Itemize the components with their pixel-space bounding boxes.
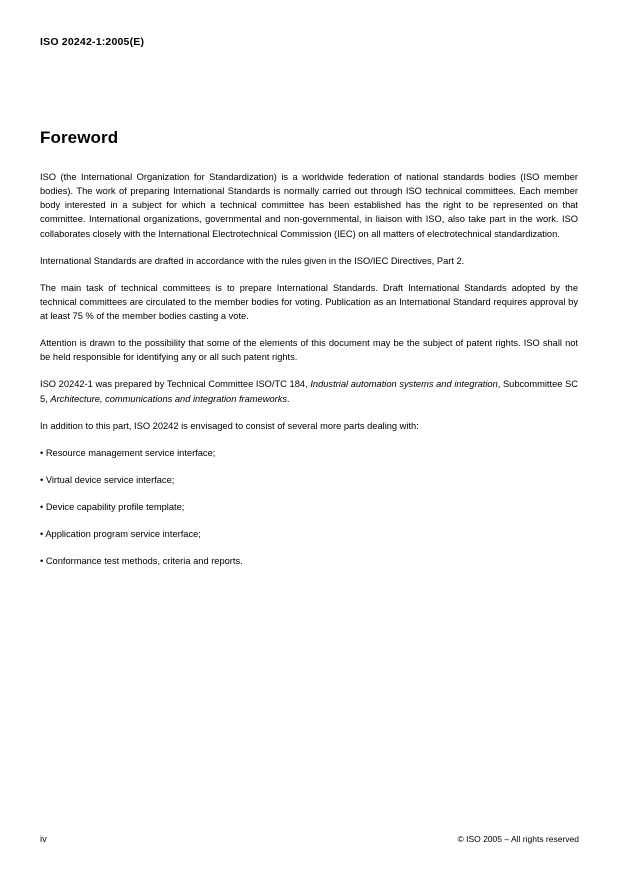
page-header: ISO 20242-1:2005(E) xyxy=(40,36,145,48)
document-content xyxy=(40,128,578,581)
list-item-application-program: • Application program service interface; xyxy=(40,529,201,540)
preparation-text-3: . xyxy=(287,393,290,404)
page-title: Foreword xyxy=(40,128,119,147)
preparation-italic-1: Industrial automation systems and integration xyxy=(310,379,498,390)
foreword-paragraph-1: ISO (the International Organization for Standardization) is a worldwide federation of national standards bodies (ISO member bodies). The work of preparing International Standards is normally carried out through ISO technical committees. Each member body interested in a subject for which a technical committee has been established has the right to be represented on that committee. International organizations, governmental and non-governmental, in liaison with ISO, also take part in the work. ISO collaborates closely with the International Electrotechnical Commission (IEC) on all matters of electrotechnical standardization. xyxy=(40,172,578,239)
preparation-paragraph xyxy=(40,377,578,405)
preparation-text-2: , Subcommittee SC 5, xyxy=(40,379,578,404)
foreword-paragraph-4: Attention is drawn to the possibility that some of the elements of this document may be the subject of patent rights. ISO shall not be held responsible for identifying any or all such patent rights. xyxy=(40,338,578,363)
preparation-text-1: ISO 20242-1 was prepared by Technical Committee ISO/TC 184, xyxy=(40,379,311,390)
list-item-conformance-test: • Conformance test methods, criteria and reports. xyxy=(40,556,243,567)
page-number: iv xyxy=(40,834,47,844)
list-item-device-capability: • Device capability profile template; xyxy=(40,502,185,512)
foreword-paragraph-2: International Standards are drafted in accordance with the rules given in the ISO/IEC Directives, Part 2. xyxy=(40,255,465,266)
list-item-resource-management: • Resource management service interface; xyxy=(40,447,216,458)
foreword-paragraph-3: The main task of technical committees is to prepare International Standards. Draft International Standards adopted by the technical committees are circulated to the member bodies for voting. Publication as an International Standard requires approval by at least 75 % of the member bodies casting a vote. xyxy=(40,282,578,321)
preparation-italic-2: Architecture, communications and integration frameworks xyxy=(50,393,288,404)
list-item-virtual-device: • Virtual device service interface; xyxy=(40,474,175,485)
copyright-notice: © ISO 2005 – All rights reserved xyxy=(457,834,579,844)
parts-intro-paragraph: In addition to this part, ISO 20242 is envisaged to consist of several more parts dealing with: xyxy=(40,420,419,431)
